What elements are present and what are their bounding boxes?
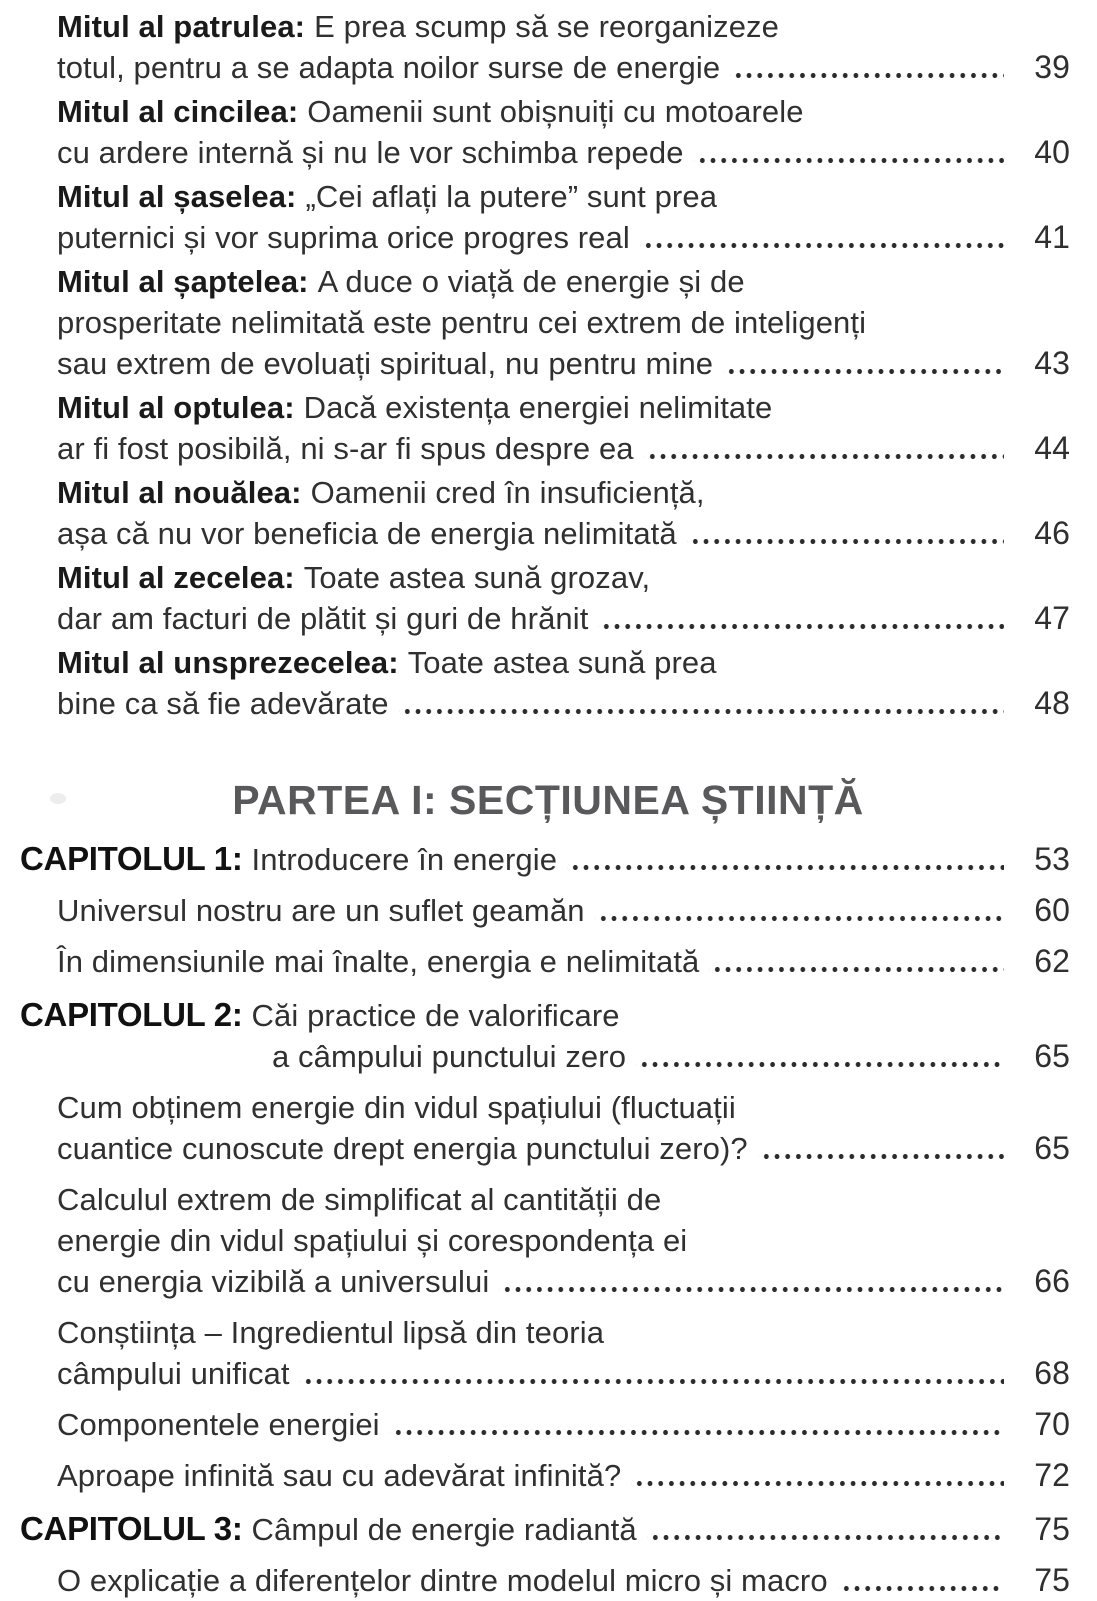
toc-line — [0, 1179, 1070, 1220]
entry-lead: Mitul al zecelea: — [57, 560, 295, 595]
entry-text: ar fi fost posibilă, ni s-ar fi spus despre ea — [57, 431, 634, 466]
dot-leader — [300, 1353, 1004, 1394]
entry-text: câmpului unificat — [57, 1356, 290, 1391]
dot-leader — [399, 683, 1004, 724]
entry-text: Aproape infinită sau cu adevărat infinită? — [57, 1458, 622, 1493]
toc-entry — [0, 838, 1070, 880]
dot-leader — [838, 1560, 1004, 1601]
entry-text: cu ardere internă și nu le vor schimba repede — [57, 135, 684, 170]
entry-text: Dacă existența energiei nelimitate — [303, 390, 773, 425]
toc-line — [0, 642, 1070, 683]
entry-text: Oamenii cred în insuficiență, — [310, 475, 705, 510]
dot-leader — [595, 890, 1004, 931]
toc-entry — [0, 941, 1070, 982]
entry-text: Componentele energiei — [57, 1407, 380, 1442]
page-number: 44 — [1034, 430, 1070, 466]
toc-line — [0, 1036, 1070, 1077]
page-number: 43 — [1034, 345, 1070, 381]
toc-line — [0, 47, 1070, 88]
toc-entry — [0, 994, 1070, 1077]
dot-leader — [640, 217, 1004, 258]
page-number: 39 — [1034, 49, 1070, 85]
page-number: 72 — [1034, 1457, 1070, 1493]
toc-line — [0, 132, 1070, 173]
page-number: 68 — [1034, 1355, 1070, 1391]
dot-leader — [390, 1404, 1004, 1445]
toc-line — [0, 217, 1070, 258]
page-number: 48 — [1034, 685, 1070, 721]
entry-lead: Mitul al unsprezecelea: — [57, 645, 399, 680]
entry-text: Universul nostru are un suflet geamăn — [57, 893, 585, 928]
dot-leader — [567, 838, 1004, 880]
toc-line — [0, 1508, 1070, 1550]
entry-text: Câmpul de energie radiantă — [251, 1512, 637, 1547]
toc-entry — [0, 1179, 1070, 1302]
dot-leader — [687, 513, 1004, 554]
entry-text: cuantice cunoscute drept energia punctului zero)? — [57, 1131, 748, 1166]
entry-lead: Mitul al cincilea: — [57, 94, 299, 129]
page-number: 70 — [1034, 1406, 1070, 1442]
entry-text: Calculul extrem de simplificat al cantității de — [57, 1182, 662, 1217]
entry-lead: CAPITOLUL 1: — [20, 840, 243, 877]
scan-artifact — [50, 793, 66, 804]
page-number: 53 — [1034, 841, 1070, 877]
page-number: 65 — [1034, 1130, 1070, 1166]
toc-line — [0, 994, 1070, 1036]
entry-lead: CAPITOLUL 2: — [20, 996, 243, 1033]
entry-text: Căi practice de valorificare — [251, 998, 620, 1033]
entry-text: E prea scump să se reorganizeze — [314, 9, 780, 44]
page-number: 65 — [1034, 1038, 1070, 1074]
entry-text: În dimensiunile mai înalte, energia e nelimitată — [57, 944, 700, 979]
page-number: 66 — [1034, 1263, 1070, 1299]
toc-line — [0, 91, 1070, 132]
toc-line — [0, 838, 1070, 880]
entry-text: Conștiința – Ingredientul lipsă din teoria — [57, 1315, 605, 1350]
dot-leader — [723, 343, 1004, 384]
entry-text: Introducere în energie — [251, 842, 558, 877]
page-number: 40 — [1034, 134, 1070, 170]
toc-line — [0, 557, 1070, 598]
toc-entry — [0, 1455, 1070, 1496]
entry-lead: Mitul al patrulea: — [57, 9, 306, 44]
entry-text: Toate astea sună prea — [407, 645, 717, 680]
dot-leader — [598, 598, 1004, 639]
entry-lead: Mitul al nouălea: — [57, 475, 302, 510]
toc-entry — [0, 1404, 1070, 1445]
page-number: 75 — [1034, 1511, 1070, 1547]
entry-text: bine ca să fie adevărate — [57, 686, 389, 721]
dot-leader — [631, 1455, 1004, 1496]
entry-text: A duce o viață de energie și de — [317, 264, 745, 299]
entry-lead: Mitul al optulea: — [57, 390, 295, 425]
entry-text: O explicație a diferențelor dintre modelul micro și macro — [57, 1563, 828, 1598]
toc-line — [0, 1404, 1070, 1445]
toc-entry — [0, 1087, 1070, 1169]
page-number: 47 — [1034, 600, 1070, 636]
toc-line — [0, 513, 1070, 554]
toc-line — [0, 1261, 1070, 1302]
toc-line — [0, 598, 1070, 639]
toc-line — [0, 1560, 1070, 1601]
toc-line — [0, 1128, 1070, 1169]
entry-text: totul, pentru a se adapta noilor surse de energie — [57, 50, 721, 85]
dot-leader — [694, 132, 1004, 173]
toc-line — [0, 261, 1070, 302]
toc-line — [0, 428, 1070, 469]
dot-leader — [758, 1128, 1004, 1169]
toc-entry — [0, 472, 1070, 554]
page-number: 46 — [1034, 515, 1070, 551]
toc-line — [0, 387, 1070, 428]
toc-line — [0, 1087, 1070, 1128]
dot-leader — [647, 1508, 1004, 1550]
toc-entry — [0, 91, 1070, 173]
toc-entry — [0, 387, 1070, 469]
dot-leader — [636, 1036, 1004, 1077]
toc-myths-section — [0, 0, 1070, 724]
toc-entry — [0, 176, 1070, 258]
page-number: 60 — [1034, 892, 1070, 928]
toc-line — [0, 1353, 1070, 1394]
toc-entry — [0, 557, 1070, 639]
toc-line — [0, 683, 1070, 724]
toc-line — [0, 890, 1070, 931]
toc-line — [0, 6, 1070, 47]
entry-text: Cum obținem energie din vidul spațiului (fluctuații — [57, 1090, 736, 1125]
entry-text: „Cei aflați la putere” sunt prea — [305, 179, 718, 214]
entry-text: energie din vidul spațiului și corespondența ei — [57, 1223, 688, 1258]
toc-line — [0, 1455, 1070, 1496]
toc-science-section — [0, 838, 1070, 1601]
entry-text: dar am facturi de plătit și guri de hrănit — [57, 601, 589, 636]
toc-entry — [0, 890, 1070, 931]
entry-lead: Mitul al șaselea: — [57, 179, 297, 214]
toc-line — [0, 1220, 1070, 1261]
entry-text: sau extrem de evoluați spiritual, nu pentru mine — [57, 346, 714, 381]
entry-text: cu energia vizibilă a universului — [57, 1264, 490, 1299]
toc-entry — [0, 261, 1070, 384]
toc-line — [0, 1312, 1070, 1353]
toc-line — [0, 302, 1070, 343]
entry-text: Toate astea sună grozav, — [303, 560, 651, 595]
toc-entry — [0, 1312, 1070, 1394]
entry-text: Oamenii sunt obișnuiți cu motoarele — [307, 94, 804, 129]
entry-text: prosperitate nelimitată este pentru cei extrem de inteligenți — [57, 305, 867, 340]
toc-line — [0, 472, 1070, 513]
section-heading: PARTEA I: SECȚIUNEA ȘTIINȚĂ — [232, 777, 864, 823]
entry-text: a câmpului punctului zero — [272, 1039, 627, 1074]
dot-leader — [644, 428, 1004, 469]
entry-text: puternici și vor suprima orice progres real — [57, 220, 630, 255]
dot-leader — [709, 941, 1004, 982]
page-number: 62 — [1034, 943, 1070, 979]
toc-line — [0, 176, 1070, 217]
page-number: 75 — [1034, 1562, 1070, 1598]
entry-text: așa că nu vor beneficia de energia nelimitată — [57, 516, 677, 551]
toc-entry — [0, 1508, 1070, 1550]
dot-leader — [499, 1261, 1004, 1302]
toc-entry — [0, 6, 1070, 88]
toc-entry — [0, 642, 1070, 724]
toc-line — [0, 941, 1070, 982]
entry-lead: CAPITOLUL 3: — [20, 1510, 243, 1547]
toc-line — [0, 343, 1070, 384]
toc-entry — [0, 1560, 1070, 1601]
entry-lead: Mitul al șaptelea: — [57, 264, 309, 299]
dot-leader — [730, 47, 1004, 88]
page-number: 41 — [1034, 219, 1070, 255]
